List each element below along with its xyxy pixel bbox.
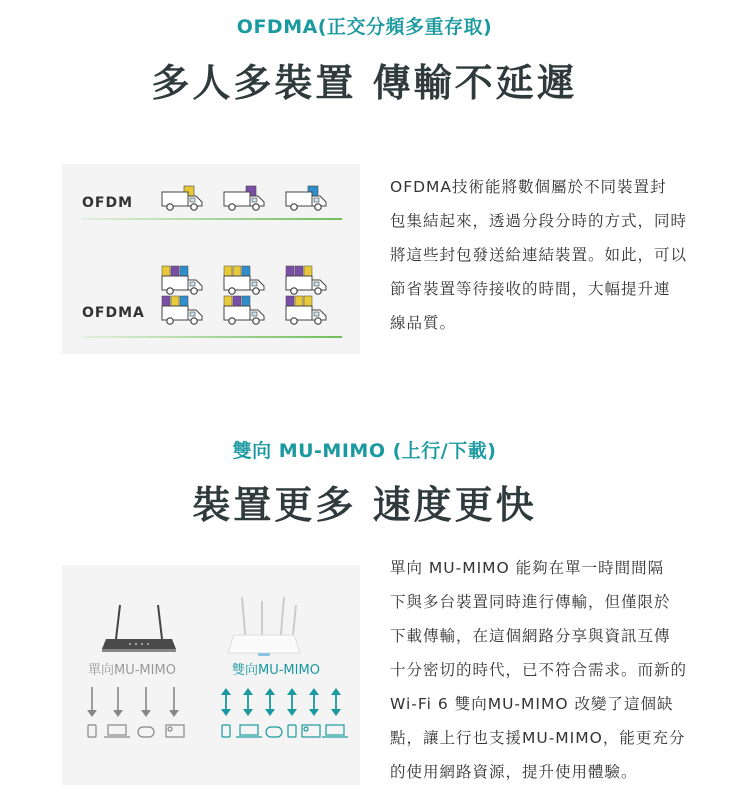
mumimo-headline: 裝置更多 速度更快 [192,483,537,527]
single-devices-icons [88,725,184,737]
ofdma-diagram-svg [62,164,360,354]
ofdma-truck-row1-2 [224,266,264,294]
ofdma-truck-row2-3 [286,296,326,324]
mumimo-description [390,551,710,789]
ofdma-truck-row2-1 [162,296,202,324]
mumimo-line-4: 十分密切的時代，已不符合需求。而新的 [390,661,688,679]
ofdma-headline: 多人多裝置 傳輸不延遲 [151,61,578,105]
ofdma-label: OFDMA [82,305,145,321]
dual-mumimo-label: 雙向MU-MIMO [232,663,320,678]
ofdm-truck-3 [286,186,326,210]
ofdm-label: OFDM [82,195,134,211]
mumimo-line-6: 點，讓上行也支援MU-MIMO，能更充分 [390,729,686,747]
mumimo-line-5: Wi-Fi 6 雙向MU-MIMO 改變了這個缺 [390,695,674,713]
ofdm-truck-1 [162,186,202,210]
dual-router-icon [228,597,300,656]
mumimo-line-1: 單向 MU-MIMO 能夠在單一時間間隔 [390,559,665,577]
dual-devices-icons [222,725,348,737]
ofdma-description [390,170,710,340]
single-router-icon [102,605,176,652]
ofdm-truck-2 [224,186,264,210]
ofdma-line-4: 節省裝置等待接收的時間，大幅提升連 [390,280,671,298]
mumimo-line-7: 的使用網路資源，提升使用體驗。 [390,763,638,781]
single-down-arrows [87,687,179,717]
mumimo-kicker: 雙向 MU-MIMO (上行/下載) [232,440,497,462]
ofdma-kicker: OFDMA(正交分頻多重存取) [236,16,493,38]
ofdma-line-3: 將這些封包發送給連結裝置。如此，可以 [390,246,688,264]
single-mumimo-label: 單向MU-MIMO [88,663,176,678]
ofdma-diagram [62,164,360,354]
mumimo-line-3: 下載傳輸，在這個網路分享與資訊互傳 [390,627,671,645]
ofdma-line-2: 包集結起來，透過分段分時的方式，同時 [390,212,688,230]
ofdma-truck-row1-1 [162,266,202,294]
mumimo-line-2: 下與多台裝置同時進行傳輸，但僅限於 [390,593,671,611]
dual-updown-arrows [221,688,341,716]
ofdma-line-1: OFDMA技術能將數個屬於不同裝置封 [390,178,667,196]
ofdma-truck-row1-3 [286,266,326,294]
ofdma-truck-row2-2 [224,296,264,324]
ofdma-line-5: 線品質。 [390,314,457,332]
